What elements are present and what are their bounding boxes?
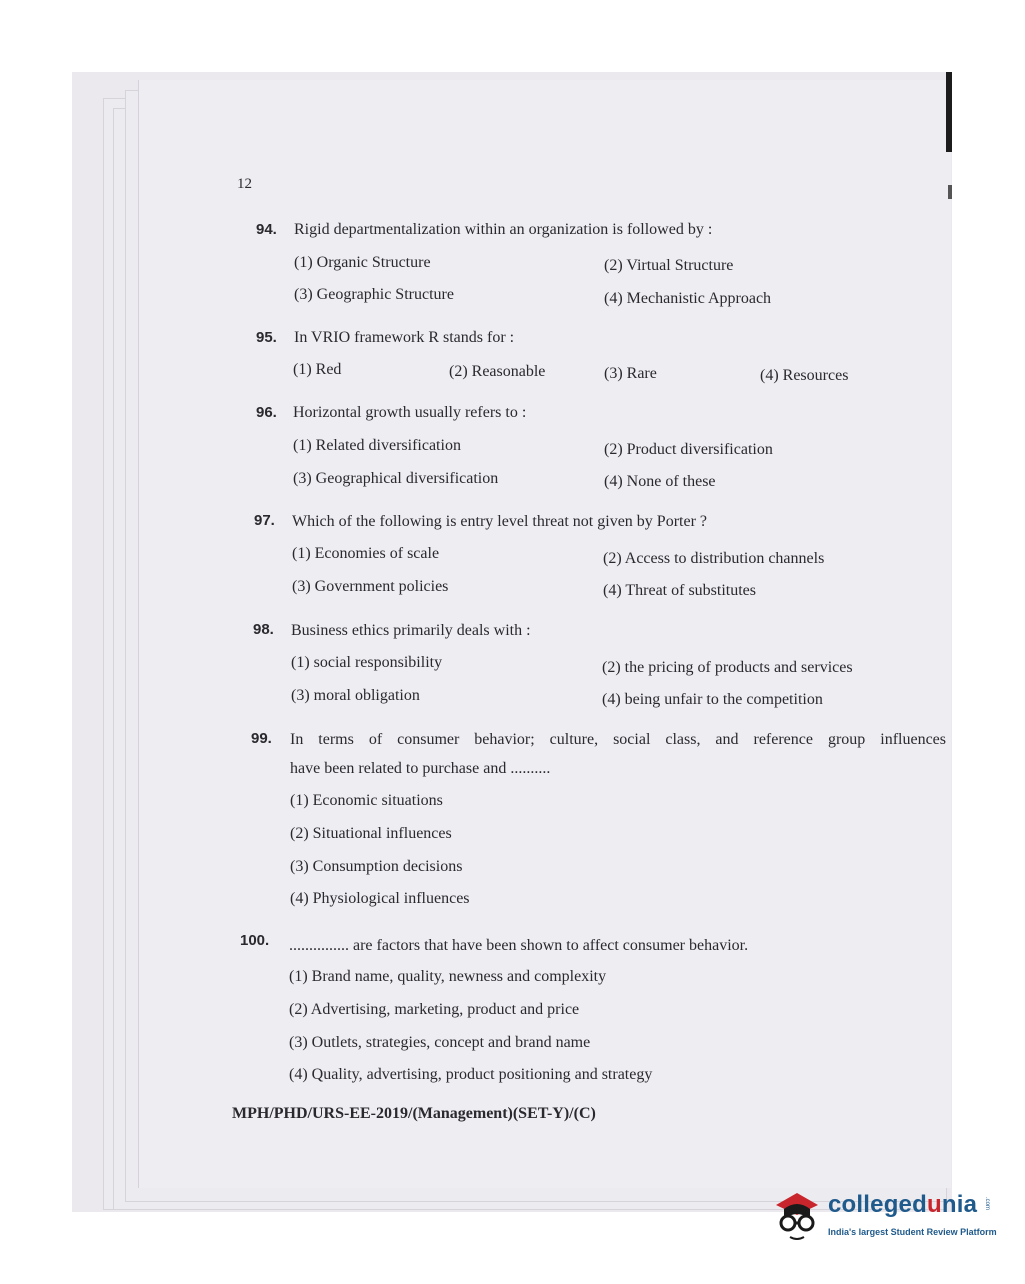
question-number: 95. (256, 329, 277, 346)
logo-tagline: India's largest Student Review Platform (828, 1227, 997, 1237)
option: (3) Geographic Structure (294, 286, 454, 303)
option: (3) Outlets, strategies, concept and brand name (289, 1034, 591, 1051)
question-text: ............... are factors that have been shown to affect consumer behavior. (289, 937, 749, 954)
footer-exam-code: MPH/PHD/URS-EE-2019/(Management)(SET-Y)/(C) (232, 1105, 596, 1122)
question-text: Horizontal growth usually refers to : (293, 404, 527, 421)
option: (2) Virtual Structure (604, 257, 734, 274)
option: (2) Access to distribution channels (603, 550, 825, 567)
option: (1) Brand name, quality, newness and complexity (289, 968, 607, 985)
option: (2) Advertising, marketing, product and price (289, 1001, 580, 1018)
question-text: Which of the following is entry level threat not given by Porter ? (292, 513, 707, 530)
question-number: 100. (240, 932, 270, 949)
option: (3) Government policies (292, 578, 449, 595)
option: (1) Red (293, 361, 342, 378)
question-number: 99. (251, 730, 272, 747)
option: (4) None of these (604, 473, 716, 490)
option: (2) the pricing of products and services (602, 659, 853, 676)
option: (2) Reasonable (449, 363, 546, 380)
option: (4) being unfair to the competition (602, 691, 823, 708)
option: (4) Physiological influences (290, 890, 470, 907)
logo-wordmark: collegedunia (828, 1191, 978, 1218)
option: (4) Quality, advertising, product positioning and strategy (289, 1066, 653, 1083)
option: (4) Mechanistic Approach (604, 290, 772, 307)
option: (3) moral obligation (291, 687, 420, 704)
option: (2) Situational influences (290, 825, 452, 842)
question-number: 98. (253, 621, 274, 638)
question-number: 97. (254, 512, 275, 529)
question-number: 96. (256, 404, 277, 421)
question-text: In VRIO framework R stands for : (294, 329, 515, 346)
question-text: have been related to purchase and .......... (290, 760, 551, 777)
option: (4) Resources (760, 367, 849, 384)
logo-suffix: .com (984, 1197, 990, 1211)
collegedunia-logo (770, 1185, 1000, 1245)
option: (4) Threat of substitutes (603, 582, 757, 599)
option: (1) social responsibility (291, 654, 443, 671)
option: (3) Consumption decisions (290, 858, 463, 875)
scan-mark (948, 185, 952, 199)
option: (1) Related diversification (293, 437, 461, 454)
scan-edge (946, 72, 952, 152)
option: (3) Geographical diversification (293, 470, 499, 487)
page-number: 12 (237, 176, 252, 192)
option: (1) Economic situations (290, 792, 443, 809)
question-number: 94. (256, 221, 277, 238)
question-text: Business ethics primarily deals with : (291, 622, 531, 639)
question-text: Rigid departmentalization within an organization is followed by : (294, 221, 713, 238)
question-text: In terms of consumer behavior; culture, social class, and reference group influences (290, 731, 946, 748)
option: (1) Organic Structure (294, 254, 431, 271)
option: (2) Product diversification (604, 441, 773, 458)
mascot-icon (770, 1185, 824, 1245)
option: (1) Economies of scale (292, 545, 440, 562)
option: (3) Rare (604, 365, 657, 382)
